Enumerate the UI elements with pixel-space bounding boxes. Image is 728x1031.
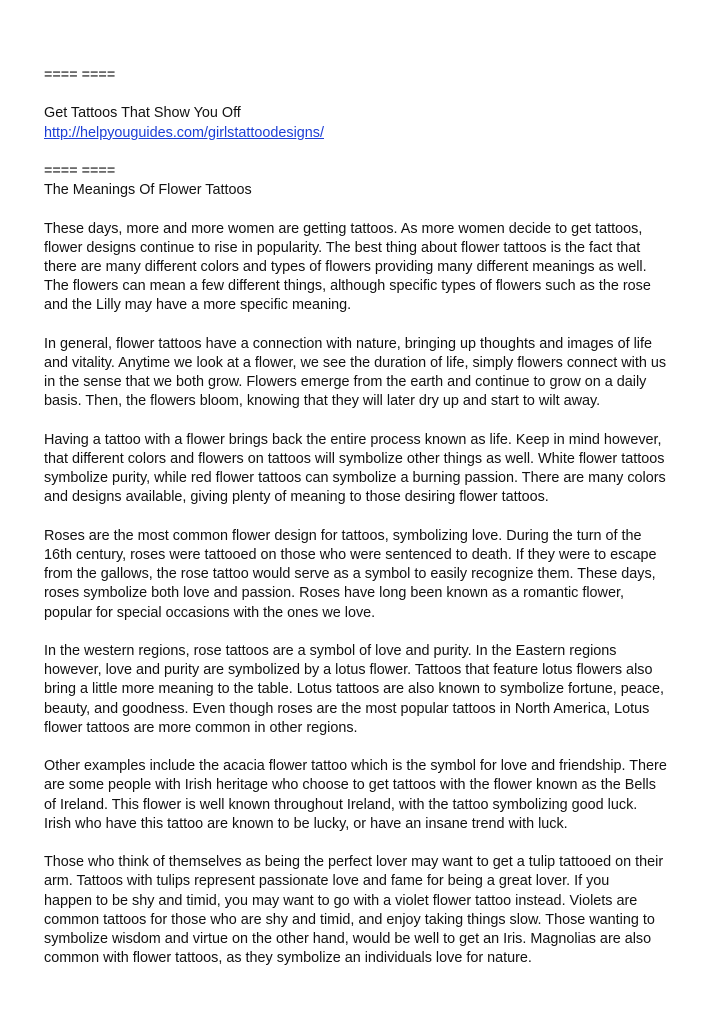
- spacer: [44, 85, 694, 104]
- paragraph-line: roses symbolize both love and passion. Roses have long been known as a romantic flower,: [44, 585, 624, 602]
- article-title: The Meanings Of Flower Tattoos: [44, 182, 252, 199]
- paragraph-line: symbolize purity, while red flower tattoos can symbolize a burning passion. There are many colors: [44, 470, 666, 487]
- spacer: [44, 200, 694, 219]
- paragraph: [44, 431, 694, 508]
- paragraph-line: and vitality. Anytime we look at a flower, we see the duration of life, simply flowers connect with us: [44, 354, 667, 371]
- paragraph-line: common tattoos for those who are shy and timid, and enjoy taking things slow. Those wanting to: [44, 911, 655, 928]
- paragraph-line: These days, more and more women are getting tattoos. As more women decide to get tattoos,: [44, 220, 643, 237]
- paragraph-line: that different colors and flowers on tattoos will symbolize other things as well. White flower tattoos: [44, 450, 665, 467]
- paragraph: [44, 757, 694, 834]
- paragraph-line: however, love and purity are symbolized by a lotus flower. Tattoos that feature lotus flowers also: [44, 662, 653, 679]
- paragraph: [44, 642, 694, 738]
- spacer: [44, 143, 694, 162]
- paragraph-line: flower designs continue to rise in popularity. The best thing about flower tattoos is the fact that: [44, 239, 641, 256]
- paragraph-line: Having a tattoo with a flower brings back the entire process known as life. Keep in mind however,: [44, 431, 662, 448]
- paragraph-line: symbolize wisdom and virtue on the other hand, would be well to get an Iris. Magnolias are also: [44, 931, 652, 947]
- paragraph: [44, 335, 694, 412]
- promo-link[interactable]: http://helpyouguides.com/girlstattoodesigns/: [44, 124, 324, 141]
- paragraph-line: common with flower tattoos, as they symbolize an individuals love for nature.: [44, 950, 532, 967]
- paragraph-line: basis. Then, the flowers bloom, knowing that they will later dry up and start to wilt away.: [44, 393, 601, 410]
- paragraph-line: beauty, and goodness. Even though roses are the most popular tattoos in North America, Lotus: [44, 700, 650, 717]
- separator-top: ==== ====: [44, 67, 116, 83]
- paragraph-line: The flowers can mean a few different things, although specific types of flowers such as the rose: [44, 278, 651, 295]
- paragraph-line: there are many different colors and types of flowers providing many different meanings as well.: [44, 258, 647, 275]
- paragraph-line: and the Lilly may have a more specific meaning.: [44, 297, 352, 314]
- paragraph-line: Those who think of themselves as being the perfect lover may want to get a tulip tattooed on their: [44, 854, 664, 871]
- paragraph-line: popular for special occasions with the ones we love.: [44, 604, 376, 621]
- paragraph-line: In the western regions, rose tattoos are a symbol of love and purity. In the Eastern regions: [44, 642, 617, 659]
- paragraph-line: 16th century, roses were tattooed on those who were sentenced to death. If they were to escape: [44, 546, 657, 563]
- separator-bottom: ==== ====: [44, 162, 116, 179]
- paragraph-line: in the sense that we both grow. Flowers emerge from the earth and continue to grow on a daily: [44, 374, 647, 391]
- paragraph-line: Irish who have this tattoo are known to be lucky, or have an insane trend with luck.: [44, 815, 568, 832]
- paragraph: [44, 527, 694, 623]
- paragraph-line: are some people with Irish heritage who choose to get tattoos with the flower known as the Bells: [44, 777, 656, 794]
- paragraph-line: from the gallows, the rose tattoo would serve as a symbol to easily recognize them. These days,: [44, 566, 656, 583]
- paragraph-line: Roses are the most common flower design for tattoos, symbolizing love. During the turn of the: [44, 527, 642, 544]
- paragraph-line: of Ireland. This flower is well known throughout Ireland, with the tattoo symbolizing good luck.: [44, 796, 638, 813]
- paragraph-line: flower tattoos are more common in other regions.: [44, 719, 358, 736]
- paragraph-line: happen to be shy and timid, you may want to go with a violet flower tattoo instead. Violets are: [44, 892, 638, 909]
- paragraph-line: and designs available, giving plenty of meaning to those desiring flower tattoos.: [44, 489, 549, 506]
- document-page: [44, 66, 694, 988]
- paragraph-line: In general, flower tattoos have a connection with nature, bringing up thoughts and images of life: [44, 335, 652, 352]
- promo-title: Get Tattoos That Show You Off: [44, 105, 241, 122]
- article-body: [44, 220, 694, 969]
- paragraph: [44, 220, 694, 316]
- paragraph-line: bring a little more meaning to the table. Lotus tattoos are also known to symbolize fortune, peace,: [44, 681, 664, 698]
- paragraph-line: Other examples include the acacia flower tattoo which is the symbol for love and friendship. There: [44, 758, 667, 775]
- paragraph-line: arm. Tattoos with tulips represent passionate love and fame for being a great lover. If you: [44, 873, 610, 890]
- paragraph: [44, 853, 694, 968]
